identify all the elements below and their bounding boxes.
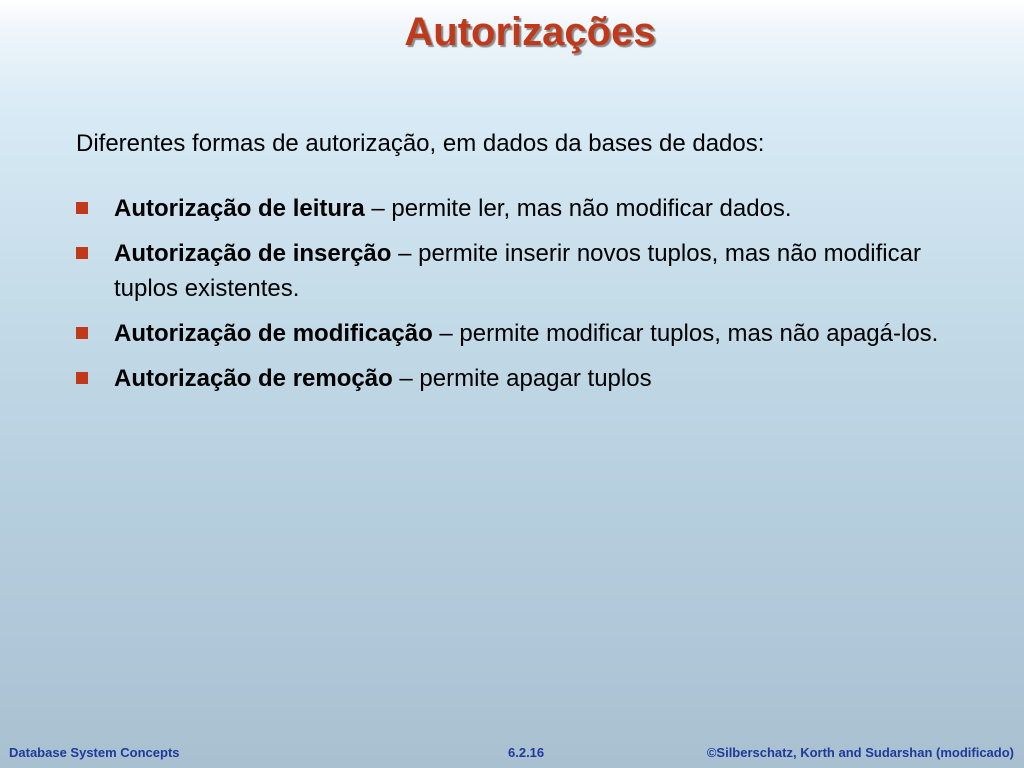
bullet-term: Autorização de remoção xyxy=(114,365,393,392)
bullet-item-leitura xyxy=(76,191,976,226)
bullet-list xyxy=(76,191,976,396)
bullet-item-remocao xyxy=(76,361,976,396)
bullet-term: Autorização de modificação xyxy=(114,320,433,347)
square-bullet-icon xyxy=(76,202,88,214)
footer-course-name: Database System Concepts xyxy=(9,745,180,760)
square-bullet-icon xyxy=(76,327,88,339)
bullet-description: – permite apagar tuplos xyxy=(392,365,652,392)
bullet-description: – permite modificar tuplos, mas não apagá-los. xyxy=(432,320,939,347)
slide-title: Autorizações xyxy=(404,10,656,54)
bullet-description: – permite inserir novos tuplos, mas não modificar tuplos existentes. xyxy=(114,240,921,302)
footer-slide-number: 6.2.16 xyxy=(508,745,545,760)
footer-copyright: ©Silberschatz, Korth and Sudarshan (modificado) xyxy=(706,745,1014,760)
square-bullet-icon xyxy=(76,247,88,259)
bullet-description: – permite ler, mas não modificar dados. xyxy=(364,195,792,222)
bullet-item-insercao xyxy=(76,236,976,306)
intro-text: Diferentes formas de autorização, em dados da bases de dados: xyxy=(76,130,765,157)
bullet-term: Autorização de inserção xyxy=(114,240,392,267)
square-bullet-icon xyxy=(76,372,88,384)
bullet-item-modificacao xyxy=(76,316,976,351)
bullet-term: Autorização de leitura xyxy=(114,195,365,222)
